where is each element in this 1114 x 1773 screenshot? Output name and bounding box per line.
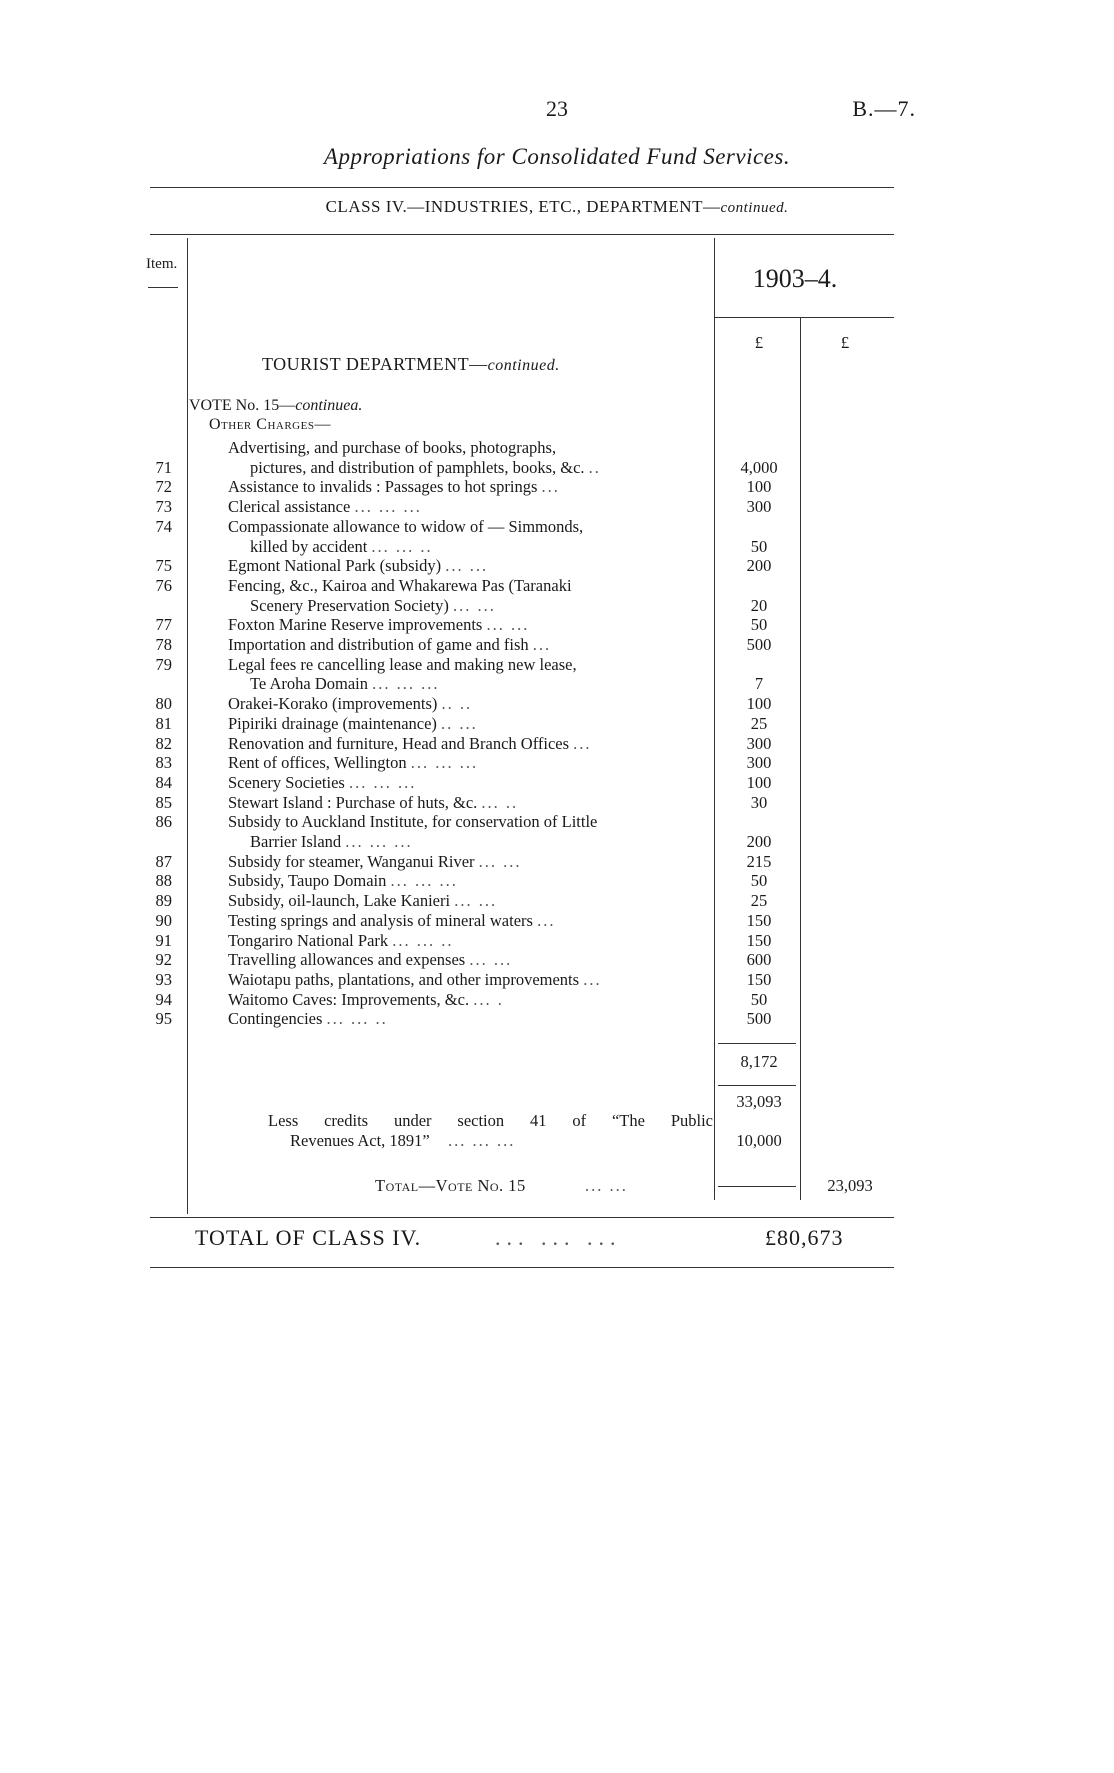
item-description-text: Subsidy, oil-launch, Lake Kanieri	[228, 891, 451, 911]
item-description-text: Renovation and furniture, Head and Branch Offices	[228, 733, 570, 753]
item-description-text: Subsidy to Auckland Institute, for conservation of Little	[228, 812, 598, 832]
item-description-text: Scenery Preservation Society)	[250, 595, 449, 615]
title-rule	[150, 187, 894, 188]
item-amount: 100	[746, 477, 772, 497]
table-row	[0, 970, 1114, 990]
item-amount: 300	[746, 753, 772, 773]
leader-dots: ...	[573, 733, 592, 753]
item-description-text: Foxton Marine Reserve improvements	[228, 615, 483, 635]
item-description-text: Pipiriki drainage (maintenance)	[228, 713, 437, 733]
item-amount: 50	[750, 615, 768, 635]
item-number: 74	[155, 516, 172, 536]
leader-dots: ... ... ...	[372, 674, 440, 694]
item-column-header: Item.	[146, 256, 178, 272]
leader-dots: ... ... ...	[354, 497, 422, 517]
item-amount: 500	[746, 1009, 772, 1029]
year-column-header: 1903–4.	[752, 264, 838, 293]
item-description	[228, 871, 708, 891]
item-description-text: Compassionate allowance to widow of — Simmonds,	[228, 516, 584, 536]
leader-dots: ... ... ..	[371, 536, 433, 556]
table-row	[0, 793, 1114, 813]
item-description	[228, 674, 730, 694]
item-description-text: Fencing, &c., Kairoa and Whakarewa Pas (Taranaki	[228, 575, 572, 595]
leader-dots: ... ...	[469, 950, 513, 970]
leader-dots: ...	[537, 910, 556, 930]
table-row	[0, 871, 1114, 891]
item-number: 81	[155, 713, 172, 733]
item-amount: 50	[750, 536, 768, 556]
class-heading-rule	[150, 234, 894, 235]
leader-dots: ...	[583, 969, 602, 989]
item-description-text: Scenery Societies	[228, 772, 345, 792]
other-charges-heading: Other Charges—	[209, 416, 331, 433]
item-description	[228, 477, 708, 497]
class-total	[195, 1225, 844, 1251]
table-row	[0, 911, 1114, 931]
leader-dots: ...	[541, 477, 560, 497]
table-row	[0, 477, 1114, 497]
item-description-text: Barrier Island	[250, 832, 342, 851]
item-number: 91	[155, 930, 172, 950]
vote-heading-text: VOTE No. 15—	[189, 397, 296, 414]
item-description-text: Assistance to invalids : Passages to hot springs	[228, 477, 538, 497]
page-title: Appropriations for Consolidated Fund Services.	[323, 144, 791, 169]
item-amount: 100	[746, 772, 772, 792]
leader-dots: ... ... ...	[348, 772, 417, 792]
item-description-text: Stewart Island : Purchase of huts, &c.	[228, 792, 478, 812]
item-description	[228, 517, 708, 537]
item-description-text: Waiotapu paths, plantations, and other improvements	[228, 969, 580, 989]
table-row	[0, 773, 1114, 793]
item-description-text: Waitomo Caves: Improvements, &c.	[228, 989, 470, 1009]
item-description	[228, 576, 708, 596]
table-row	[0, 517, 1114, 537]
vote-total-amount: 23,093	[827, 1176, 873, 1195]
table-row	[0, 635, 1114, 655]
table-row	[0, 438, 1114, 458]
class-total-label: TOTAL OF CLASS IV.	[195, 1225, 422, 1250]
item-description	[228, 931, 708, 951]
class-total-amount: £80,673	[765, 1225, 844, 1250]
item-number: 78	[155, 635, 172, 654]
leader-dots: .. ..	[441, 694, 473, 714]
item-amount: 7	[754, 674, 764, 694]
table-row	[0, 537, 1114, 557]
item-description-text: Contingencies	[228, 1009, 323, 1029]
vote-total-dots: ... ...	[585, 1176, 628, 1195]
item-description	[228, 537, 730, 557]
item-amount: 30	[750, 792, 768, 812]
item-description	[228, 773, 708, 793]
item-description-text: Importation and distribution of game and fish	[228, 635, 529, 654]
item-number: 95	[155, 1009, 172, 1029]
class-heading-continued: continued.	[720, 200, 789, 216]
table-row	[0, 891, 1114, 911]
leader-dots: ..	[588, 457, 601, 477]
item-header-underline	[148, 287, 178, 288]
item-description	[228, 891, 708, 911]
item-amount: 300	[746, 497, 772, 517]
less-credits-line1: Less credits under section 41 of “The Public	[268, 1111, 713, 1130]
item-description	[228, 438, 708, 458]
item-amount: 150	[746, 969, 772, 989]
item-description-text: Subsidy for steamer, Wanganui River	[228, 851, 475, 871]
item-number: 87	[155, 851, 172, 871]
less-credits-amount-row	[0, 1131, 1114, 1151]
item-description	[228, 694, 708, 714]
vote-total-rule	[718, 1186, 796, 1187]
year-header-rule	[714, 317, 894, 318]
item-number: 83	[155, 753, 172, 773]
leader-dots: ... ..	[481, 792, 519, 812]
gross-total-row	[0, 1092, 1114, 1112]
table-row	[0, 694, 1114, 714]
item-amount: 500	[746, 635, 772, 654]
item-amount: 50	[750, 871, 768, 891]
page-number: 23	[546, 96, 568, 121]
item-amount: 50	[750, 989, 768, 1009]
leader-dots: ... ... ...	[345, 832, 413, 851]
item-description-text: Clerical assistance	[228, 497, 351, 517]
leader-dots: ...	[532, 635, 552, 654]
leader-dots: ... ...	[486, 615, 530, 635]
table-row	[0, 556, 1114, 576]
item-description-text: Subsidy, Taupo Domain	[228, 871, 387, 891]
item-number: 84	[155, 772, 172, 792]
table-bottom-rule	[150, 1217, 894, 1218]
leader-dots: ... ... ..	[326, 1009, 388, 1029]
table-row	[0, 596, 1114, 616]
item-number: 92	[155, 950, 172, 970]
table-row	[0, 734, 1114, 754]
item-number: 89	[155, 891, 172, 911]
leader-dots: ... .	[473, 989, 504, 1009]
item-description	[228, 812, 708, 832]
table-row	[0, 852, 1114, 872]
item-number: 85	[155, 792, 172, 812]
item-description	[228, 655, 708, 675]
item-number: 75	[155, 556, 172, 576]
gross-total-amount: 33,093	[736, 1092, 782, 1111]
leader-dots: ... ...	[452, 595, 496, 615]
item-amount: 300	[746, 733, 772, 753]
table-row	[0, 674, 1114, 694]
leader-dots: ... ... ..	[392, 930, 454, 950]
leader-dots: ... ...	[478, 851, 522, 871]
document-reference: B.—7.	[852, 96, 916, 121]
table-row	[0, 497, 1114, 517]
item-description	[228, 556, 708, 576]
item-amount: 200	[746, 832, 772, 851]
item-description-text: Legal fees re cancelling lease and making new lease,	[228, 654, 577, 674]
item-description-text: Rent of offices, Wellington	[228, 753, 407, 773]
class-heading	[0, 197, 1114, 217]
table-row	[0, 753, 1114, 773]
item-description-text: Testing springs and analysis of mineral waters	[228, 910, 533, 930]
table-row	[0, 931, 1114, 951]
leader-dots: .. ...	[441, 713, 478, 733]
item-number: 73	[155, 497, 172, 517]
page-bottom-rule	[150, 1267, 894, 1268]
leader-dots: ... ... ...	[410, 753, 479, 773]
item-description	[228, 596, 730, 616]
item-description-text: Egmont National Park (subsidy)	[228, 556, 442, 576]
vote-total-row	[0, 1176, 1114, 1196]
item-description	[228, 635, 708, 655]
item-description-text: Orakei-Korako (improvements)	[228, 694, 438, 714]
leader-dots: ... ... ...	[390, 871, 458, 891]
item-description	[228, 970, 708, 990]
less-credits-line2: Revenues Act, 1891”	[290, 1131, 430, 1150]
item-description	[228, 714, 708, 734]
table-row	[0, 655, 1114, 675]
item-amount: 25	[750, 713, 768, 733]
vote-heading	[189, 397, 362, 415]
item-number: 88	[155, 871, 172, 891]
leader-dots: ... ...	[445, 556, 489, 576]
sub-heading-text: TOURIST DEPARTMENT—	[262, 354, 488, 374]
sub-heading-continued: continued.	[487, 357, 560, 374]
item-description-text: pictures, and distribution of pamphlets, books, &c.	[250, 457, 585, 477]
item-amount: 150	[746, 910, 772, 930]
item-description-text: Te Aroha Domain	[250, 674, 368, 694]
item-number: 86	[155, 812, 172, 832]
class-heading-text: CLASS IV.—INDUSTRIES, ETC., DEPARTMENT—	[325, 197, 721, 216]
subtotal-amount: 8,172	[740, 1052, 778, 1071]
item-amount: 20	[750, 595, 768, 615]
item-number: 71	[155, 457, 172, 477]
item-description	[228, 615, 708, 635]
item-description	[228, 832, 730, 852]
item-number: 82	[155, 733, 172, 753]
item-amount: 4,000	[740, 457, 778, 477]
item-number: 80	[155, 694, 172, 714]
item-number: 72	[155, 477, 172, 497]
item-number: 93	[155, 969, 172, 989]
pound-header-2: £	[840, 333, 850, 352]
item-number: 79	[155, 654, 172, 674]
item-description	[228, 753, 708, 773]
gross-total-rule	[718, 1085, 796, 1086]
table-row	[0, 615, 1114, 635]
table-row	[0, 714, 1114, 734]
leader-dots: ... ...	[454, 891, 498, 911]
item-amount: 200	[746, 556, 772, 576]
vote-total-label: Total—Vote No. 15	[375, 1176, 526, 1195]
item-number: 77	[155, 615, 172, 635]
item-amount: 215	[746, 851, 772, 871]
item-description	[228, 852, 708, 872]
less-credits-amount: 10,000	[736, 1131, 782, 1150]
item-description	[228, 1009, 708, 1029]
item-number: 90	[155, 910, 172, 930]
item-amount: 600	[746, 950, 772, 970]
table-row	[0, 832, 1114, 852]
table-row	[0, 458, 1114, 478]
item-amount: 100	[746, 694, 772, 714]
item-amount: 150	[746, 930, 772, 950]
item-description-text: killed by accident	[250, 536, 368, 556]
subtotal-rule	[718, 1043, 796, 1044]
sub-heading	[262, 354, 560, 375]
vote-heading-continued: continuea.	[295, 397, 363, 414]
table-row	[0, 576, 1114, 596]
pound-header-1: £	[754, 333, 764, 352]
table-row	[0, 990, 1114, 1010]
table-row	[0, 1009, 1114, 1029]
table-row	[0, 812, 1114, 832]
item-description	[228, 911, 708, 931]
item-description	[228, 793, 708, 813]
item-number: 94	[155, 989, 172, 1009]
table-row	[0, 950, 1114, 970]
item-description-text: Travelling allowances and expenses	[228, 950, 466, 970]
item-description-text: Advertising, and purchase of books, photographs,	[228, 438, 557, 457]
item-number: 76	[155, 575, 172, 595]
item-description	[228, 458, 730, 478]
item-description	[228, 497, 708, 517]
item-description	[228, 950, 708, 970]
item-description-text: Tongariro National Park	[228, 930, 389, 950]
subtotal-row	[0, 1052, 1114, 1072]
item-amount: 25	[750, 891, 768, 911]
item-description	[228, 990, 708, 1010]
less-credits-dots: ... ... ...	[448, 1131, 516, 1150]
class-total-dots: ... ... ...	[495, 1225, 622, 1250]
item-description	[228, 734, 708, 754]
